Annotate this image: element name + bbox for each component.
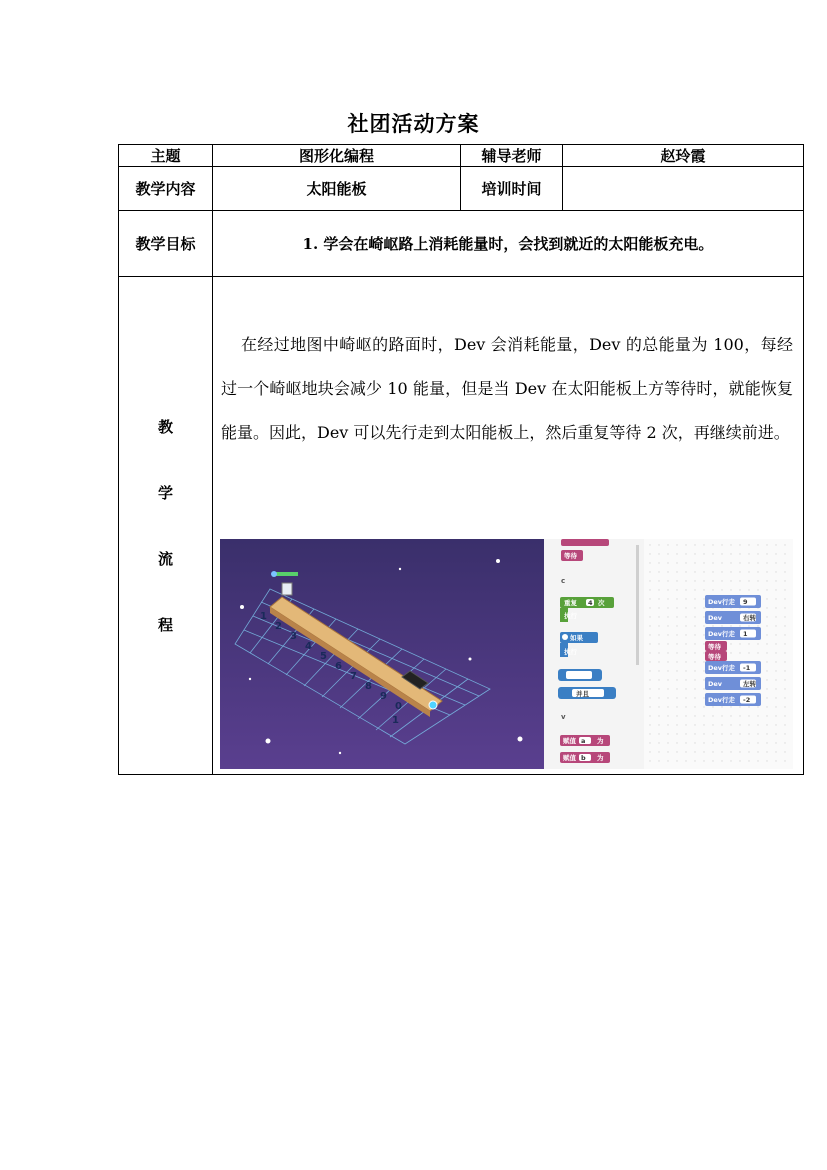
energy-bar	[276, 572, 298, 576]
goal-marker-icon	[429, 701, 437, 709]
logic-and-label: 并且	[576, 690, 589, 698]
program-block-label: Dev	[708, 680, 723, 688]
var-a-label: a	[581, 737, 586, 745]
program-block-value: 左转	[743, 680, 756, 688]
assign-a-label: 赋值	[563, 737, 576, 745]
program-block-label: Dev行走	[708, 630, 736, 638]
flow-label-char: 流	[157, 549, 173, 568]
program-block-label: Dev行走	[708, 664, 736, 672]
compare-operator-field[interactable]	[566, 671, 592, 679]
if-gear-icon	[562, 634, 568, 640]
program-block-label: 等待	[708, 653, 721, 661]
flow-label-char: 教	[157, 417, 173, 436]
repeat-execute-label: 执行	[564, 612, 577, 620]
training-time-label: 培训时间	[461, 167, 563, 211]
energy-orb-icon	[271, 571, 277, 577]
dev-robot-icon	[282, 583, 292, 595]
game-screenshot	[220, 539, 793, 769]
program-block-value: 9	[743, 598, 748, 606]
tile-number: 1	[392, 715, 399, 726]
assign-b-label: 赋值	[563, 754, 576, 762]
content-label: 教学内容	[119, 167, 213, 211]
program-block-value: -1	[743, 664, 751, 672]
repeat-times-label: 次	[598, 599, 605, 607]
teacher-value: 赵玲霞	[563, 145, 804, 167]
tile-number: 4	[305, 641, 312, 652]
block-palette[interactable]	[544, 539, 644, 769]
teaching-flow-content	[213, 277, 804, 775]
content-value: 太阳能板	[213, 167, 461, 211]
flow-label-char: 学	[157, 483, 173, 502]
teaching-flow-label	[119, 277, 213, 775]
program-block-value: 右转	[743, 614, 756, 622]
theme-value: 图形化编程	[213, 145, 461, 167]
program-block-label: 等待	[708, 643, 721, 651]
palette-scrollbar[interactable]	[636, 545, 639, 665]
page-title: 社团活动方案	[347, 111, 480, 136]
table-row	[119, 211, 804, 277]
palette-section-c: c	[561, 577, 566, 585]
tile-number: 0	[395, 701, 402, 712]
tile-number: 9	[380, 691, 387, 702]
game-screenshot-svg	[220, 539, 793, 769]
teacher-label: 辅导老师	[461, 145, 563, 167]
program-block-value: 1	[743, 630, 748, 638]
table-row	[119, 277, 804, 775]
tile-number: 3	[290, 631, 297, 642]
tile-number: 8	[365, 681, 372, 692]
table-row	[119, 167, 804, 211]
tile-number: 5	[320, 651, 327, 662]
tile-number: 1	[260, 611, 267, 622]
if-execute-label: 执行	[564, 648, 577, 656]
wait-block-partial[interactable]	[561, 539, 609, 546]
wait-block-label: 等待	[564, 552, 577, 560]
program-block-label: Dev	[708, 614, 723, 622]
flow-paragraph: 在经过地图中崎岖的路面时，Dev 会消耗能量，Dev 的总能量为 100，每经过一个崎岖地块会减少 10 能量，但是当 Dev 在太阳能板上方等待时，就能恢复能量。因此，Dev 可以先行走到太阳能板上，然后重复等待 2 次，再继续前进。	[221, 335, 793, 442]
tile-number: 7	[350, 671, 357, 682]
tile-number: 2	[275, 621, 282, 632]
theme-label: 主题	[119, 145, 213, 167]
activity-plan-table	[118, 144, 804, 775]
if-label: 如果	[570, 634, 583, 642]
table-row	[119, 145, 804, 167]
var-b-label: b	[581, 754, 586, 762]
assign-a-to-label: 为	[597, 737, 604, 745]
assign-b-to-label: 为	[597, 754, 604, 762]
repeat-label: 重复	[564, 599, 577, 607]
goal-label: 教学目标	[119, 211, 213, 277]
palette-section-v: v	[561, 713, 566, 721]
repeat-count-value: 4	[588, 599, 593, 607]
training-time-value	[563, 167, 804, 211]
goal-text: 1. 学会在崎岖路上消耗能量时，会找到就近的太阳能板充电。	[213, 211, 804, 277]
program-block-label: Dev行走	[708, 696, 736, 704]
program-block-value: -2	[743, 696, 751, 704]
tile-number: 6	[335, 661, 342, 672]
flow-label-char: 程	[157, 615, 173, 634]
program-block-label: Dev行走	[708, 598, 736, 606]
